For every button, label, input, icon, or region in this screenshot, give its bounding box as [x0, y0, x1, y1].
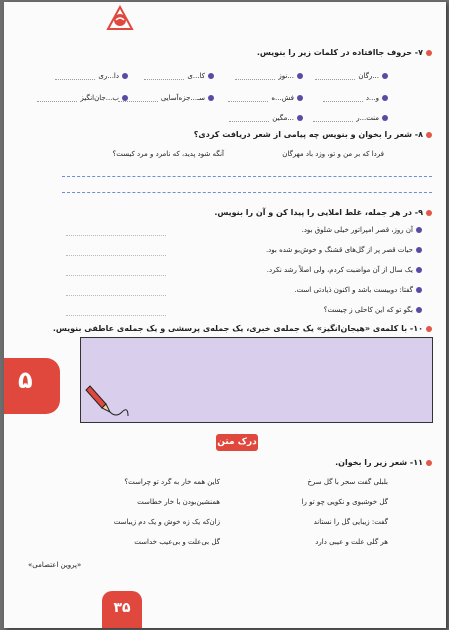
bullet-icon [122, 73, 128, 79]
poem-line-left: کاین همه خار به گرد تو چراست؟ [124, 478, 220, 486]
bullet-icon [426, 50, 432, 56]
answer-line[interactable] [62, 176, 432, 177]
answer-line[interactable] [66, 235, 166, 236]
q9-item: گفتا: دوبیست باشد و اکنون ذیادتی است. [294, 286, 422, 294]
q8-title: ۸- شعر را بخوان و بنویس چه پیامی از شعر دریافت کردی؟ [194, 130, 432, 139]
q7-item: دا...ری [55, 72, 128, 80]
q7-item: ب...جان‌انگیز [37, 94, 128, 102]
q9-item: حیات قصر پر از گل‌های قشنگ و خوش‌بو شده بود. [266, 246, 422, 254]
bullet-icon [297, 95, 303, 101]
poem-line-right: هر گلی علت و عیبی دارد [315, 538, 388, 546]
q7-item: ...نوز [235, 72, 303, 80]
poem-line-right: گفت: زیبایی گل را نستاند [313, 518, 388, 526]
poem-line-left: همنشین‌بودن با خار خطاست [137, 498, 220, 506]
q9-item: آن روز، قصر امپراتور خیلی شلوق بود. [302, 226, 422, 234]
bullet-icon [122, 95, 128, 101]
q7-title: ۷- حروف جاافتاده در کلمات زیر را بنویس. [257, 48, 432, 57]
bullet-icon [426, 326, 432, 332]
publisher-logo [105, 5, 135, 31]
poem-line-left: گل بی‌علت و بی‌عیب خداست [134, 538, 220, 546]
q8-verse-second: آنگه شود پدید، که نامرد و مرد کیست؟ [112, 150, 224, 158]
q7-item: کا...ی [144, 72, 214, 80]
answer-line[interactable] [62, 192, 432, 193]
bullet-icon [382, 73, 388, 79]
q11-title: ۱۱- شعر زیر را بخوان. [335, 458, 432, 467]
answer-line[interactable] [66, 255, 166, 256]
q7-item: ...رگان [315, 72, 388, 80]
bullet-icon [208, 95, 214, 101]
bullet-icon [416, 227, 422, 233]
workbook-page [4, 2, 446, 628]
poem-line-right: بلبلی گفت سحر با گل سرخ [307, 478, 388, 486]
poem-line-right: گل خوشبوی و نکویی چو تو را [301, 498, 388, 506]
bullet-icon [416, 247, 422, 253]
bullet-icon [416, 267, 422, 273]
q9-title: ۹- در هر جمله، غلط املایی را پیدا کن و آن را بنویس. [214, 208, 432, 217]
q9-item: یک سال از آن مواضبت کردم، ولی اصلاً رشد نکرد. [267, 266, 422, 274]
bullet-icon [297, 115, 303, 121]
bullet-icon [426, 132, 432, 138]
bullet-icon [297, 73, 303, 79]
q9-item: بگو تو که این کاحلی ز چیست؟ [324, 306, 422, 314]
answer-line[interactable] [66, 315, 166, 316]
bullet-icon [416, 307, 422, 313]
bullet-icon [382, 115, 388, 121]
writing-box[interactable] [80, 337, 433, 423]
answer-line[interactable] [66, 295, 166, 296]
q7-item: منت...ر [313, 114, 388, 122]
q7-item: سـ...جزه‌آسایی [118, 94, 214, 102]
q7-item: ...مگین [229, 114, 303, 122]
pencil-icon [84, 382, 130, 422]
bullet-icon [416, 287, 422, 293]
page-number: ۳۵ [102, 591, 142, 628]
q8-verse-first: فردا که بر من و تو، وزد باد مهرگان [282, 150, 384, 158]
bullet-icon [208, 73, 214, 79]
chapter-tab: ۵ [4, 358, 60, 414]
bullet-icon [426, 210, 432, 216]
poem-line-left: زان‌که یک زه خوش و یک دم زیباست [113, 518, 220, 526]
section-banner: درک متن [216, 434, 258, 451]
bullet-icon [382, 95, 388, 101]
q7-item: و...د [323, 94, 388, 102]
q10-title: ۱۰- با کلمه‌ی «هیجان‌انگیز» یک جمله‌ی خبری، یک جمله‌ی پرسشی و یک جمله‌ی عاطفی بنویس. [53, 324, 432, 333]
bullet-icon [426, 460, 432, 466]
answer-line[interactable] [66, 275, 166, 276]
q7-item: فش...ه [228, 94, 303, 102]
poet-name: «پروین اعتصامی» [28, 561, 82, 569]
